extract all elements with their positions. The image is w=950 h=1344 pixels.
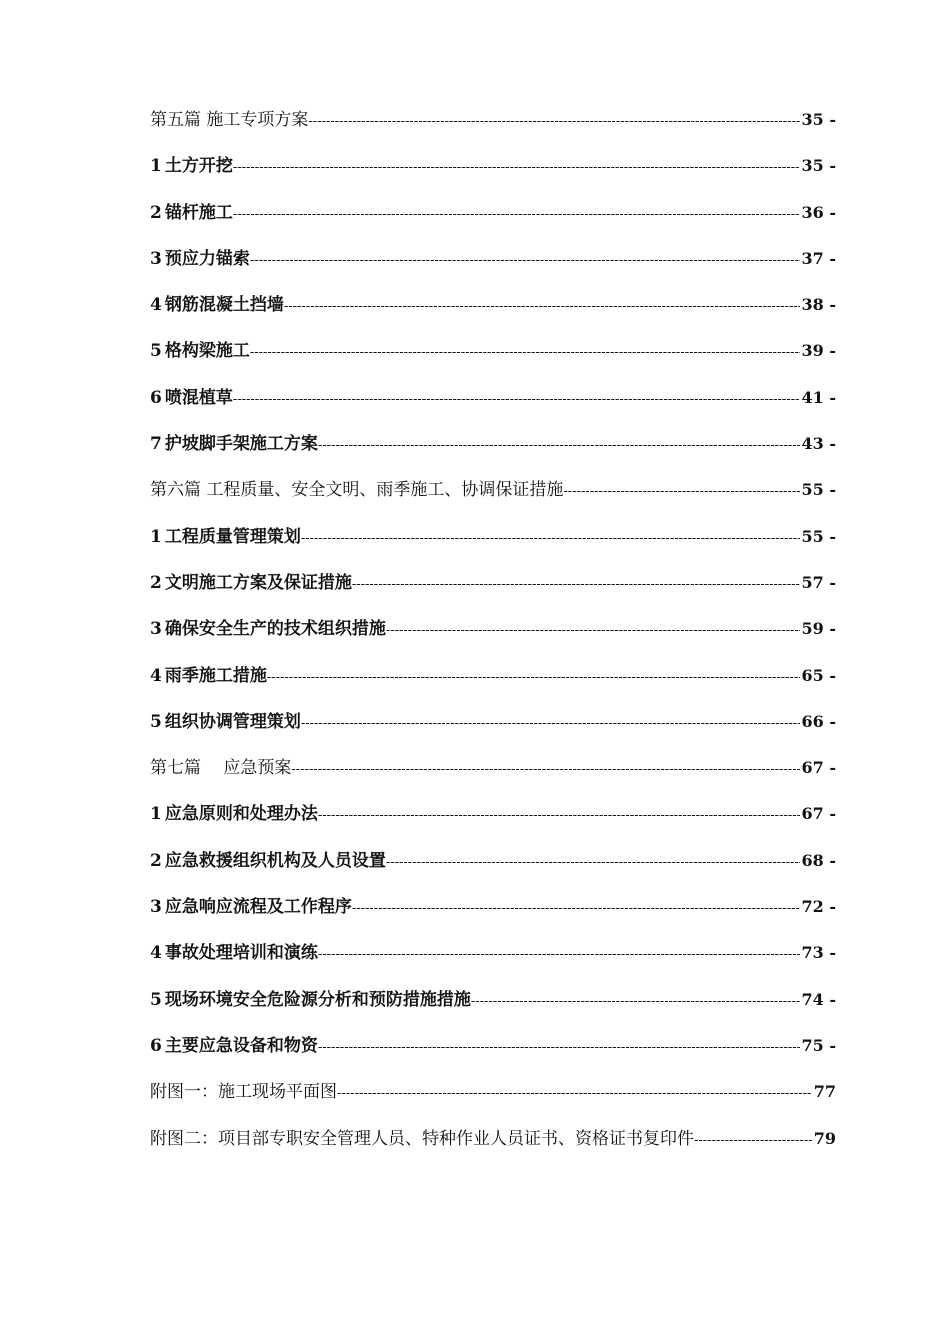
toc-entry-text: 土方开挖 <box>164 156 233 177</box>
toc-entry-title <box>150 1034 318 1058</box>
toc-entry-number: 6 <box>150 387 162 408</box>
toc-page-number: 72 - <box>801 897 836 917</box>
toc-dot-leader <box>284 295 800 319</box>
toc-page-number: 36 - <box>801 202 836 222</box>
toc-entry-5-1[interactable] <box>150 154 836 200</box>
toc-entry-title <box>150 710 301 734</box>
toc-entry-6-2[interactable] <box>150 571 836 617</box>
toc-entry-text: 雨季施工措施 <box>164 665 267 686</box>
toc-page-number: 68 - <box>801 850 836 870</box>
toc-entry-chapter-7[interactable] <box>150 756 836 802</box>
toc-dot-leader <box>267 666 800 690</box>
toc-entry-title: 第七篇 应急预案 <box>150 758 292 779</box>
toc-entry-text: 护坡脚手架施工方案 <box>164 434 318 455</box>
toc-dot-leader <box>233 203 800 227</box>
toc-page-number: 55 - <box>801 526 836 546</box>
toc-entry-number: 2 <box>150 202 162 223</box>
toc-entry-text: 组织协调管理策划 <box>164 711 301 732</box>
toc-entry-6-5[interactable] <box>150 710 836 756</box>
toc-page-number: 67 - <box>801 758 836 778</box>
toc-entry-5-3[interactable] <box>150 247 836 293</box>
toc-entry-5-7[interactable] <box>150 432 836 478</box>
toc-entry-title <box>150 895 352 919</box>
toc-entry-title <box>150 571 352 595</box>
toc-entry-text: 文明施工方案及保证措施 <box>164 572 352 593</box>
toc-dot-leader <box>386 619 800 643</box>
table-of-contents <box>150 108 836 1173</box>
toc-dot-leader <box>250 341 800 365</box>
toc-entry-appendix-1[interactable] <box>150 1080 836 1126</box>
toc-entry-7-5[interactable] <box>150 988 836 1034</box>
toc-entry-number: 3 <box>150 897 162 918</box>
toc-page-number: 35 - <box>801 156 836 176</box>
toc-entry-5-4[interactable] <box>150 293 836 339</box>
toc-dot-leader <box>352 573 800 597</box>
toc-entry-7-4[interactable] <box>150 941 836 987</box>
toc-entry-6-4[interactable] <box>150 664 836 710</box>
toc-entry-7-3[interactable] <box>150 895 836 941</box>
toc-entry-number: 2 <box>150 572 162 593</box>
toc-dot-leader <box>308 110 799 134</box>
toc-entry-5-6[interactable] <box>150 386 836 432</box>
toc-entry-text: 应急救援组织机构及人员设置 <box>164 850 386 871</box>
toc-dot-leader <box>233 388 800 412</box>
toc-page-number: 73 - <box>801 943 836 963</box>
toc-dot-leader <box>318 1036 800 1060</box>
toc-dot-leader <box>471 990 800 1014</box>
toc-entry-title: 附图一：施工现场平面图 <box>150 1082 337 1103</box>
toc-entry-number: 1 <box>150 156 162 177</box>
toc-dot-leader <box>233 156 800 180</box>
toc-entry-title <box>150 849 386 873</box>
toc-entry-title <box>150 339 250 363</box>
toc-entry-text: 锚杆施工 <box>164 202 233 223</box>
toc-entry-number: 6 <box>150 1035 162 1056</box>
toc-entry-text: 确保安全生产的技术组织措施 <box>164 619 386 640</box>
toc-entry-title <box>150 941 318 965</box>
toc-entry-text: 主要应急设备和物资 <box>164 1035 318 1056</box>
toc-entry-title <box>150 617 386 641</box>
toc-entry-chapter-6[interactable] <box>150 478 836 524</box>
toc-entry-chapter-5[interactable] <box>150 108 836 154</box>
toc-entry-7-6[interactable] <box>150 1034 836 1080</box>
toc-dot-leader <box>318 434 800 458</box>
toc-entry-text: 钢筋混凝土挡墙 <box>164 295 284 316</box>
toc-entry-title <box>150 664 267 688</box>
toc-dot-leader <box>563 480 799 504</box>
toc-entry-title <box>150 293 284 317</box>
toc-entry-number: 3 <box>150 248 162 269</box>
toc-entry-title <box>150 432 318 456</box>
toc-dot-leader <box>250 249 800 273</box>
toc-entry-number: 1 <box>150 526 162 547</box>
toc-dot-leader <box>301 712 800 736</box>
toc-page-number: 77 <box>813 1082 836 1102</box>
toc-entry-number: 5 <box>150 989 162 1010</box>
toc-entry-title <box>150 386 233 410</box>
toc-dot-leader <box>301 527 800 551</box>
toc-page-number: 39 - <box>801 341 836 361</box>
toc-entry-text: 应急响应流程及工作程序 <box>164 897 352 918</box>
toc-dot-leader <box>291 758 799 782</box>
toc-page-number: 75 - <box>801 1035 836 1055</box>
toc-entry-title: 第五篇 施工专项方案 <box>150 110 309 130</box>
toc-entry-number: 4 <box>150 665 162 686</box>
toc-page-number: 43 - <box>801 434 836 454</box>
toc-entry-title <box>150 154 233 178</box>
toc-dot-leader <box>318 943 800 967</box>
toc-entry-number: 4 <box>150 943 162 964</box>
toc-entry-title: 第六篇 工程质量、安全文明、雨季施工、协调保证措施 <box>150 480 564 501</box>
toc-entry-title <box>150 988 471 1012</box>
toc-entry-title <box>150 802 318 826</box>
toc-entry-text: 格构梁施工 <box>164 341 250 362</box>
toc-page-number: 74 - <box>801 989 836 1009</box>
toc-entry-number: 5 <box>150 711 162 732</box>
toc-dot-leader <box>386 851 800 875</box>
toc-entry-title <box>150 201 233 225</box>
toc-entry-number: 7 <box>150 434 162 455</box>
toc-entry-5-2[interactable] <box>150 201 836 247</box>
toc-page-number: 66 - <box>801 711 836 731</box>
toc-entry-number: 5 <box>150 341 162 362</box>
toc-page-number: 41 - <box>801 387 836 407</box>
toc-entry-number: 1 <box>150 804 162 825</box>
toc-entry-text: 现场环境安全危险源分析和预防措施措施 <box>164 989 471 1010</box>
toc-page-number: 37 - <box>801 248 836 268</box>
toc-entry-title: 附图二：项目部专职安全管理人员、特种作业人员证书、资格证书复印件 <box>150 1128 694 1149</box>
toc-entry-title <box>150 525 301 549</box>
toc-entry-text: 工程质量管理策划 <box>164 526 301 547</box>
toc-page-number: 57 - <box>801 572 836 592</box>
toc-page-number: 35 - <box>801 110 836 129</box>
toc-page-number: 79 <box>813 1128 836 1148</box>
toc-entry-text: 喷混植草 <box>164 387 233 408</box>
toc-entry-text: 预应力锚索 <box>164 248 250 269</box>
toc-entry-7-2[interactable] <box>150 849 836 895</box>
toc-entry-6-1[interactable] <box>150 525 836 571</box>
toc-entry-7-1[interactable] <box>150 802 836 848</box>
toc-page-number: 38 - <box>801 295 836 315</box>
toc-page-number: 65 - <box>801 665 836 685</box>
toc-entry-6-3[interactable] <box>150 617 836 663</box>
toc-dot-leader <box>337 1082 812 1106</box>
toc-page-number: 59 - <box>801 619 836 639</box>
toc-entry-title <box>150 247 250 271</box>
toc-entry-number: 4 <box>150 295 162 316</box>
toc-entry-number: 3 <box>150 619 162 640</box>
toc-entry-text: 应急原则和处理办法 <box>164 804 318 825</box>
toc-dot-leader <box>694 1129 812 1153</box>
toc-page-number: 67 - <box>801 804 836 824</box>
toc-dot-leader <box>318 804 800 828</box>
toc-entry-text: 事故处理培训和演练 <box>164 943 318 964</box>
toc-dot-leader <box>352 897 800 921</box>
toc-entry-number: 2 <box>150 850 162 871</box>
toc-entry-5-5[interactable] <box>150 339 836 385</box>
toc-entry-appendix-2[interactable] <box>150 1127 836 1173</box>
toc-page-number: 55 - <box>801 480 836 500</box>
